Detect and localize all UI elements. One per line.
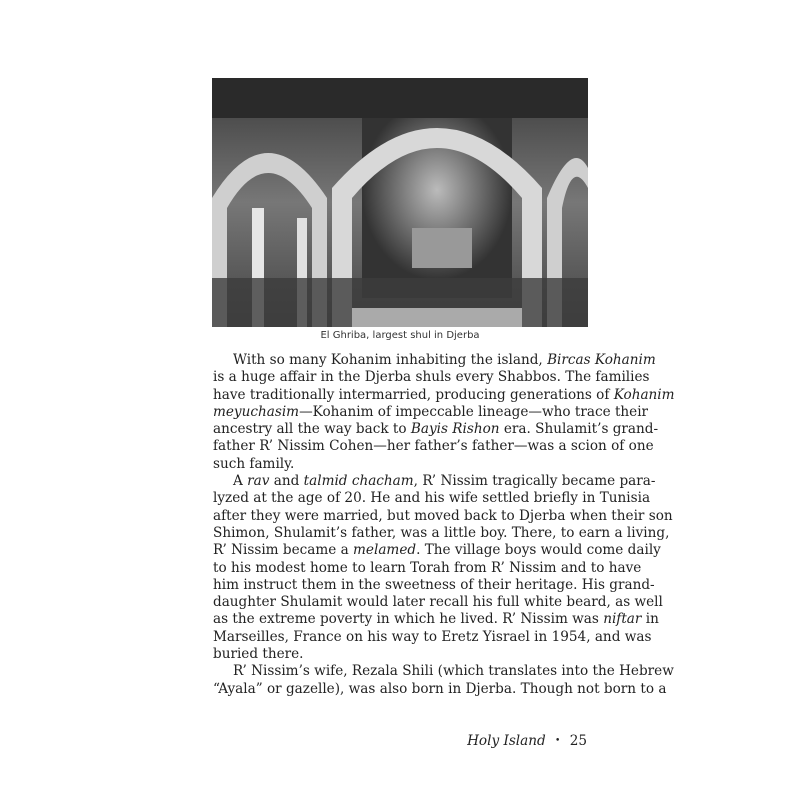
text-run: A [233, 473, 248, 490]
text-line [213, 369, 650, 386]
italic-term: rav [247, 473, 270, 490]
text-run: him instruct them in the sweetness of their heritage. His grand- [213, 576, 655, 593]
text-run: in [641, 611, 659, 628]
text-run: —Kohanim of impeccable lineage—who trace their [299, 403, 649, 420]
text-run: to his modest home to learn Torah from R’ Nissim and to have [213, 559, 642, 576]
text-line [213, 438, 654, 455]
text-line [213, 646, 587, 663]
text-line [213, 386, 675, 404]
text-line [213, 456, 587, 473]
text-line [213, 473, 656, 490]
italic-term: Bircas Kohanim [547, 352, 656, 368]
running-title: Holy Island [467, 733, 546, 749]
text-run: is a huge affair in the Djerba shuls every Shabbos. The families [213, 369, 650, 386]
text-line [213, 576, 655, 594]
text-run: R’ Nissim’s wife, Rezala Shili (which translates into the Hebrew [233, 663, 674, 680]
text-run: such family. [213, 455, 295, 472]
italic-term: Kohanim [613, 386, 675, 403]
text-line [213, 403, 649, 421]
text-line [213, 559, 642, 577]
text-run: and [269, 473, 304, 490]
footer-separator: • [555, 736, 561, 746]
text-run: R’ Nissim became a [213, 542, 354, 559]
text-run: have traditionally intermarried, producing generations of [213, 386, 614, 403]
italic-term: melamed [353, 542, 417, 559]
italic-term: Bayis Rishon [410, 421, 500, 438]
text-run: “Ayala” or gazelle), was also born in Djerba. Though not born to a [213, 680, 667, 697]
italic-term: talmid chacham [303, 473, 414, 490]
text-run: Shimon, Shulamit’s father, was a little boy. There, to earn a living, [213, 524, 670, 541]
body-text [213, 352, 675, 698]
italic-term: niftar [603, 611, 642, 628]
text-line [213, 421, 659, 438]
text-line [213, 611, 659, 628]
text-run: as the extreme poverty in which he lived. R’ Nissim was [213, 611, 604, 628]
text-line [213, 542, 661, 559]
page-number: 25 [569, 733, 587, 749]
text-run: Marseilles, France on his way to Eretz Yisrael in 1954, and was [213, 628, 652, 645]
text-line [213, 507, 673, 525]
text-run: ancestry all the way back to [213, 421, 411, 438]
text-line [213, 524, 670, 542]
text-run: era. Shulamit’s grand- [499, 421, 659, 438]
text-run: father R’ Nissim Cohen—her father’s father—was a scion of one [213, 438, 654, 455]
text-run: after they were married, but moved back to Djerba when their son [213, 507, 673, 524]
text-line [213, 594, 663, 611]
text-line [213, 352, 656, 369]
text-run: , R’ Nissim tragically became para- [413, 473, 656, 490]
text-run: daughter Shulamit would later recall his full white beard, as well [213, 594, 663, 611]
text-run: With so many Kohanim inhabiting the island, [233, 352, 548, 368]
text-run: lyzed at the age of 20. He and his wife settled briefly in Tunisia [213, 490, 651, 507]
text-run: buried there. [213, 646, 304, 663]
text-line [213, 628, 652, 646]
text-line [213, 680, 667, 698]
text-line [213, 663, 674, 680]
synagogue-photo [212, 78, 588, 327]
photo-caption: El Ghriba, largest shul in Djerba [320, 330, 480, 341]
text-line [213, 490, 651, 507]
text-run: . The village boys would come daily [416, 542, 661, 559]
italic-term: meyuchasim [213, 403, 300, 420]
page-footer [467, 733, 587, 749]
